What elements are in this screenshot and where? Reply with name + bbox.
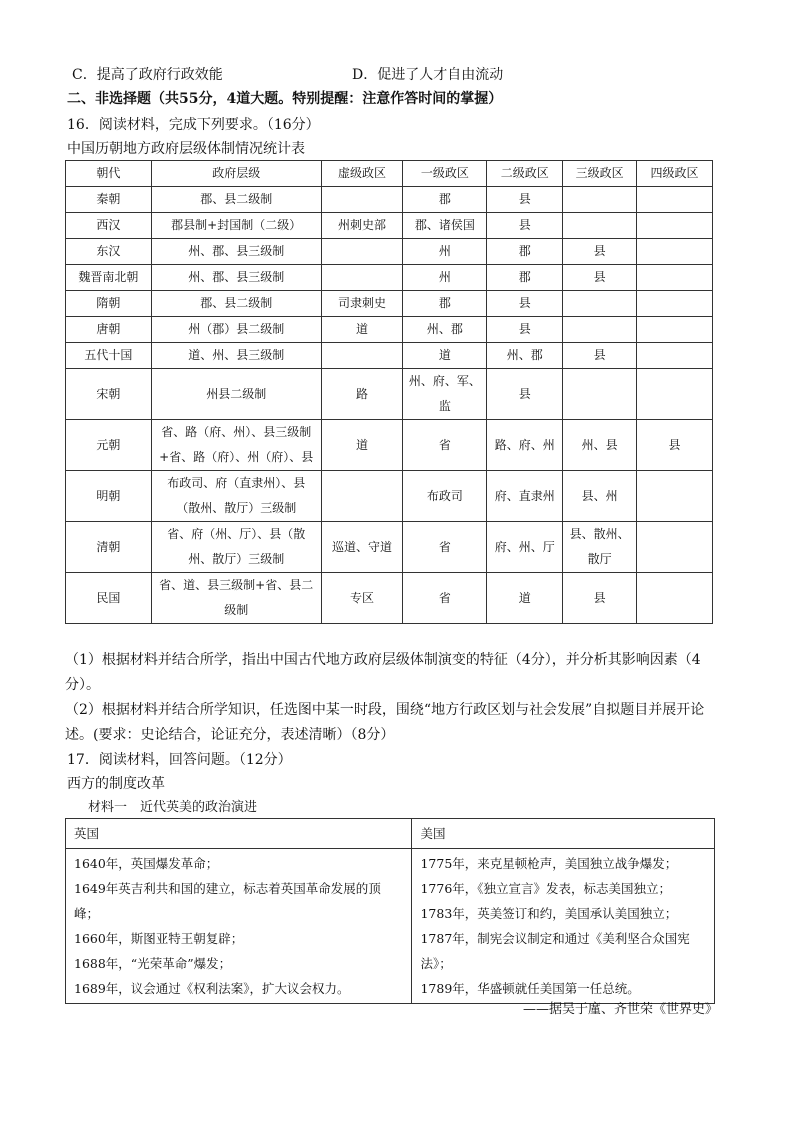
table-cell — [321, 239, 403, 265]
table-cell — [321, 471, 403, 522]
table-cell — [637, 573, 713, 624]
us-event: 1776年，《独立宣言》发表，标志美国独立； — [420, 881, 672, 896]
option-d: D．促进了人才自由流动 — [352, 67, 504, 83]
us-event: 1787年，制宪会议制定和通过《美利坚合众国宪法》； — [420, 931, 690, 971]
table-cell: 县 — [563, 343, 637, 369]
table-cell: 州刺史部 — [321, 213, 403, 239]
table-row — [66, 573, 713, 624]
table-cell — [637, 522, 713, 573]
table-cell: 宋朝 — [66, 369, 152, 420]
table-cell: 州 — [403, 239, 487, 265]
table-cell: 布政司、府（直隶州）、县（散州、散厅）三级制 — [151, 471, 321, 522]
table-cell: 州、府、军、监 — [403, 369, 487, 420]
table-cell — [321, 343, 403, 369]
q17-title: 西方的制度改革 — [67, 776, 165, 792]
table-cell: 府、直隶州 — [487, 471, 563, 522]
table-cell: 郡 — [487, 265, 563, 291]
uk-event: 1649年英吉利共和国的建立，标志着英国革命发展的顶峰； — [74, 881, 381, 921]
table-cell: 魏晋南北朝 — [66, 265, 152, 291]
table-row — [66, 420, 713, 471]
table-row — [66, 471, 713, 522]
table-cell: 道、州、县三级制 — [151, 343, 321, 369]
table-cell: 县 — [563, 573, 637, 624]
us-header: 美国 — [412, 819, 715, 849]
table-header-cell: 二级政区 — [487, 161, 563, 187]
table-row — [66, 343, 713, 369]
table-cell: 司隶刺史 — [321, 291, 403, 317]
table-cell: 清朝 — [66, 522, 152, 573]
table-cell: 州、郡、县三级制 — [151, 265, 321, 291]
table-cell — [563, 369, 637, 420]
uk-event: 1640年，英国爆发革命； — [74, 856, 219, 871]
table-cell: 省 — [403, 522, 487, 573]
table-cell: 县 — [637, 420, 713, 471]
table-cell — [637, 369, 713, 420]
table-cell: 县、散州、散厅 — [563, 522, 637, 573]
us-events — [412, 849, 715, 1004]
table-header-cell: 虚级政区 — [321, 161, 403, 187]
table-cell: 西汉 — [66, 213, 152, 239]
table-row — [66, 213, 713, 239]
table-cell: 明朝 — [66, 471, 152, 522]
table-cell: 唐朝 — [66, 317, 152, 343]
table-cell: 县 — [487, 291, 563, 317]
table-cell: 道 — [321, 317, 403, 343]
table-row — [66, 265, 713, 291]
table-cell: 隋朝 — [66, 291, 152, 317]
table-cell: 县 — [487, 213, 563, 239]
table-header-cell: 一级政区 — [403, 161, 487, 187]
table-cell: 东汉 — [66, 239, 152, 265]
table-header-cell: 三级政区 — [563, 161, 637, 187]
uk-events — [66, 849, 412, 1004]
table-cell: 县 — [487, 369, 563, 420]
table-cell: 郡 — [403, 291, 487, 317]
table-cell: 道 — [321, 420, 403, 471]
table-cell: 县、州 — [563, 471, 637, 522]
us-event: 1789年，华盛顿就任美国第一任总统。 — [420, 981, 640, 996]
table-cell — [637, 317, 713, 343]
table-cell: 路 — [321, 369, 403, 420]
q17-heading: 17．阅读材料，回答问题。（12分） — [67, 752, 292, 768]
table-cell: 秦朝 — [66, 187, 152, 213]
us-event: 1775年，来克星顿枪声，美国独立战争爆发； — [420, 856, 678, 871]
table-cell — [321, 187, 403, 213]
table-cell: 省 — [403, 573, 487, 624]
table-cell: 州 — [403, 265, 487, 291]
table-cell — [637, 471, 713, 522]
table-cell — [637, 291, 713, 317]
table-cell — [563, 317, 637, 343]
table-row — [66, 369, 713, 420]
uk-event: 1688年，“光荣革命”爆发； — [74, 956, 232, 971]
q16-sub1: （1）根据材料并结合所学，指出中国古代地方政府层级体制演变的特征（4分），并分析其影响因素（4分）。 — [65, 652, 701, 693]
table-row — [66, 239, 713, 265]
table-cell: 郡县制+封国制（二级） — [151, 213, 321, 239]
table-cell: 州、郡 — [403, 317, 487, 343]
table-cell: 县 — [487, 187, 563, 213]
table-cell: 郡、诸侯国 — [403, 213, 487, 239]
table-cell: 专区 — [321, 573, 403, 624]
table-cell: 路、府、州 — [487, 420, 563, 471]
q16-heading: 16．阅读材料，完成下列要求。（16分） — [67, 117, 320, 133]
table-cell: 郡 — [403, 187, 487, 213]
table-cell: 州、县 — [563, 420, 637, 471]
table-cell: 道 — [487, 573, 563, 624]
table-cell: 省 — [403, 420, 487, 471]
table-cell: 州、郡、县三级制 — [151, 239, 321, 265]
uk-event: 1689年，议会通过《权利法案》，扩大议会权力。 — [74, 981, 350, 996]
table-cell: 省、路（府、州）、县三级制+省、路（府）、州（府）、县 — [151, 420, 321, 471]
table-cell — [637, 187, 713, 213]
table-cell: 县 — [563, 265, 637, 291]
table-cell — [563, 291, 637, 317]
table-cell: 省、道、县三级制+省、县二级制 — [151, 573, 321, 624]
uk-header: 英国 — [66, 819, 412, 849]
uk-event: 1660年，斯图亚特王朝复辟； — [74, 931, 244, 946]
us-event: 1783年，英美签订和约，美国承认美国独立； — [420, 906, 678, 921]
table-row — [66, 291, 713, 317]
table-cell — [563, 213, 637, 239]
table-cell: 府、州、厅 — [487, 522, 563, 573]
table-cell: 元朝 — [66, 420, 152, 471]
uk-us-table — [65, 818, 715, 1004]
table-cell: 郡、县二级制 — [151, 291, 321, 317]
table-row — [66, 522, 713, 573]
q16-sub2: （2）根据材料并结合所学知识，任选图中某一时段，围绕“地方行政区划与社会发展”自拟题目并展开论述。(要求：史论结合，论证充分，表述清晰）（8分） — [65, 702, 705, 743]
table-cell: 道 — [403, 343, 487, 369]
dynasty-table — [65, 160, 713, 624]
table-cell: 州县二级制 — [151, 369, 321, 420]
table-cell: 州、郡 — [487, 343, 563, 369]
table-cell — [637, 265, 713, 291]
table-cell — [637, 213, 713, 239]
table-cell: 民国 — [66, 573, 152, 624]
table-header-cell: 朝代 — [66, 161, 152, 187]
option-c: C．提高了政府行政效能 — [72, 67, 223, 83]
table-cell: 五代十国 — [66, 343, 152, 369]
table-row — [66, 187, 713, 213]
table-cell: 省、府（州、厅）、县（散州、散厅）三级制 — [151, 522, 321, 573]
source-citation: ——据吴于廑、齐世荣《世界史》 — [522, 1002, 718, 1017]
table-header-cell: 四级政区 — [637, 161, 713, 187]
table-cell — [637, 343, 713, 369]
table-cell: 巡道、守道 — [321, 522, 403, 573]
table-cell: 郡、县二级制 — [151, 187, 321, 213]
table-cell: 州（郡）县二级制 — [151, 317, 321, 343]
table-cell — [563, 187, 637, 213]
q16-table-title: 中国历朝地方政府层级体制情况统计表 — [67, 141, 305, 157]
table-cell — [637, 239, 713, 265]
table-cell: 郡 — [487, 239, 563, 265]
table-header-cell: 政府层级 — [151, 161, 321, 187]
table-cell — [321, 265, 403, 291]
table-row — [66, 317, 713, 343]
table-cell: 县 — [487, 317, 563, 343]
table-cell: 布政司 — [403, 471, 487, 522]
table-cell: 县 — [563, 239, 637, 265]
material-label: 材料一 近代英美的政治演进 — [88, 800, 258, 815]
section-title: 二、非选择题（共55分，4道大题。特别提醒：注意作答时间的掌握） — [67, 91, 503, 107]
